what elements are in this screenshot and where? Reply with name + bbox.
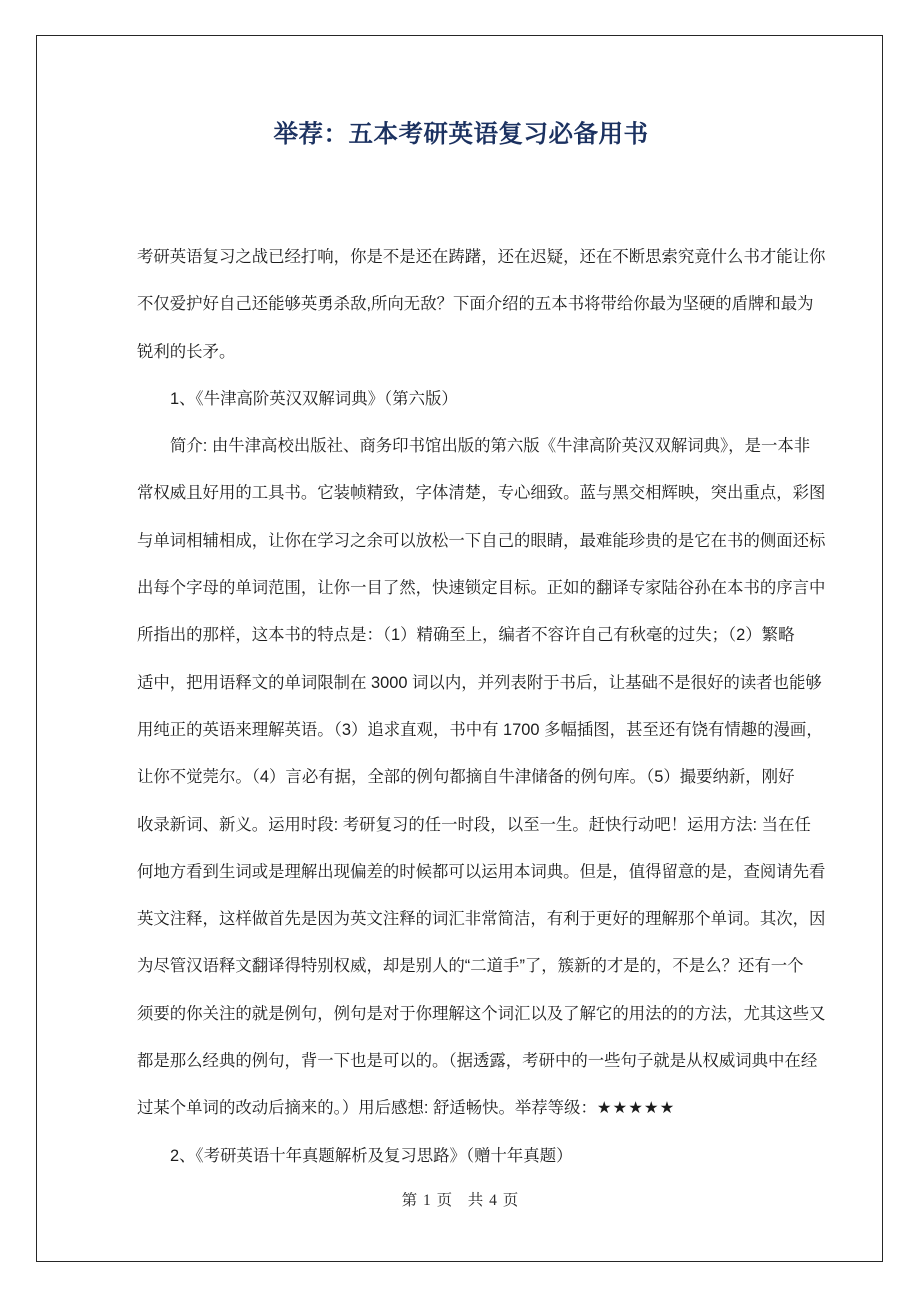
paragraph-line: 不仅爱护好自己还能够英勇杀敌,所向无敌？下面介绍的五本书将带给你最为坚硬的盾牌和最为 (137, 295, 814, 314)
section-heading-2: 2、《考研英语十年真题解析及复习思路》（赠十年真题） (170, 1146, 573, 1165)
page-footer: 第 1 页 共 4 页 (401, 1192, 520, 1209)
paragraph-line: 为尽管汉语释文翻译得特别权威，却是别人的“二道手”了，簇新的才是的，不是么？还有一个 (137, 957, 804, 976)
section-heading-1: 1、《牛津高阶英汉双解词典》（第六版） (170, 389, 458, 408)
paragraph-line: 收录新词、新义。运用时段: 考研复习的任一时段，以至一生。赶快行动吧！运用方法: 当在任 (137, 815, 811, 834)
paragraph-line: 锐利的长矛。 (137, 342, 236, 361)
paragraph-line: 适中，把用语释文的单词限制在 3000 词以内，并列表附于书后，让基础不是很好的读者也能够 (137, 673, 822, 692)
paragraph-line: 用纯正的英语来理解英语。（3）追求直观，书中有 1700 多幅插图，甚至还有饶有情趣的漫画， (137, 720, 823, 739)
paragraph-line: 与单词相辅相成，让你在学习之余可以放松一下自己的眼睛，最难能珍贵的是它在书的侧面还标 (137, 531, 826, 550)
page-title: 举荐：五本考研英语复习必备用书 (273, 121, 649, 148)
paragraph-line: 简介: 由牛津高校出版社、商务印书馆出版的第六版《牛津高阶英汉双解词典》，是一本非 (170, 437, 811, 456)
paragraph-line: 都是那么经典的例句，背一下也是可以的。（据透露，考研中的一些句子就是从权威词典中在经 (137, 1052, 818, 1071)
rating-stars: ★★★★★ (596, 1099, 676, 1118)
paragraph-line: 常权威且好用的工具书。它装帧精致，字体清楚，专心细致。蓝与黑交相辉映，突出重点，彩图 (137, 484, 826, 503)
paragraph-line: 所指出的那样，这本书的特点是：（1）精确至上，编者不容许自己有秋毫的过失；（2）繁略 (137, 626, 795, 645)
paragraph-line: 出每个字母的单词范围，让你一目了然，快速锁定目标。正如的翻译专家陆谷孙在本书的序言中 (137, 579, 826, 598)
document-body (137, 234, 826, 1180)
page-frame (36, 35, 883, 1262)
paragraph-line-with-rating (137, 1085, 785, 1132)
page-body (137, 36, 826, 1261)
paragraph-line: 考研英语复习之战已经打响，你是不是还在踌躇，还在迟疑，还在不断思索究竟什么书才能让你 (137, 248, 826, 266)
paragraph-line: 何地方看到生词或是理解出现偏差的时候都可以运用本词典。但是，值得留意的是，查阅请先看 (137, 862, 826, 881)
paragraph-line: 过某个单词的改动后摘来的。）用后感想: 舒适畅快。举荐等级： (137, 1099, 597, 1118)
paragraph-line: 让你不觉莞尔。（4）言必有据，全部的例句都摘自牛津储备的例句库。（5）撮要纳新，刚好 (137, 768, 795, 787)
paragraph-line: 英文注释，这样做首先是因为英文注释的词汇非常简洁，有利于更好的理解那个单词。其次，因 (137, 910, 826, 929)
paragraph-line: 须要的你关注的就是例句，例句是对于你理解这个词汇以及了解它的用法的的方法，尤其这些又 (137, 1004, 826, 1023)
